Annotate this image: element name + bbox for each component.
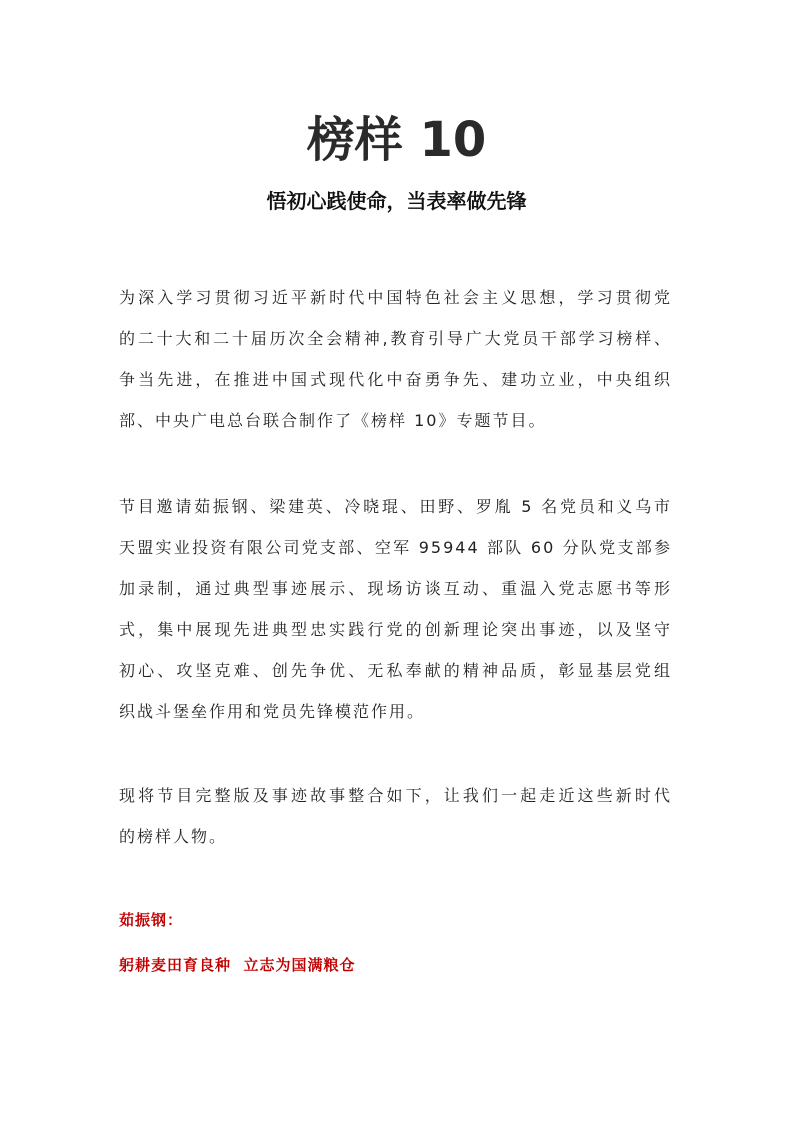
- document-title: 榜样 10: [306, 112, 487, 168]
- document-subtitle: 悟初心践使命，当表率做先锋: [266, 189, 527, 213]
- text-line: 织战斗堡垒作用和党员先锋模范作用。: [119, 702, 426, 721]
- text-line: 部、中央广电总台联合制作了《榜样 10》专题节目。: [119, 411, 547, 430]
- person-name-heading: 茹振钢：: [119, 911, 184, 929]
- text-line: 争当先进，在推进中国式现代化中奋勇争先、建功立业，中央组织: [119, 370, 672, 389]
- text-line: 天盟实业投资有限公司党支部、空军 95944 部队 60 分队党支部参: [119, 538, 672, 557]
- text-line: 加录制，通过典型事迹展示、现场访谈互动、重温入党志愿书等形: [119, 579, 672, 598]
- text-line: 现将节目完整版及事迹故事整合如下，让我们一起走近这些新时代: [119, 786, 672, 805]
- text-line: 为深入学习贯彻习近平新时代中国特色社会主义思想，学习贯彻党: [119, 288, 672, 307]
- text-line: 初心、攻坚克难、创先争优、无私奉献的精神品质，彰显基层党组: [119, 661, 672, 680]
- text-line: 的二十大和二十届历次全会精神,教育引导广大党员干部学习榜样、: [119, 329, 672, 348]
- text-line: 的榜样人物。: [119, 827, 228, 846]
- text-line: 式，集中展现先进典型忠实践行党的创新理论突出事迹，以及坚守: [119, 620, 672, 639]
- text-line: 节目邀请茹振钢、梁建英、冷晓琨、田野、罗胤 5 名党员和义乌市: [119, 497, 672, 516]
- person-headline: 躬耕麦田育良种 立志为国满粮仓: [119, 956, 356, 974]
